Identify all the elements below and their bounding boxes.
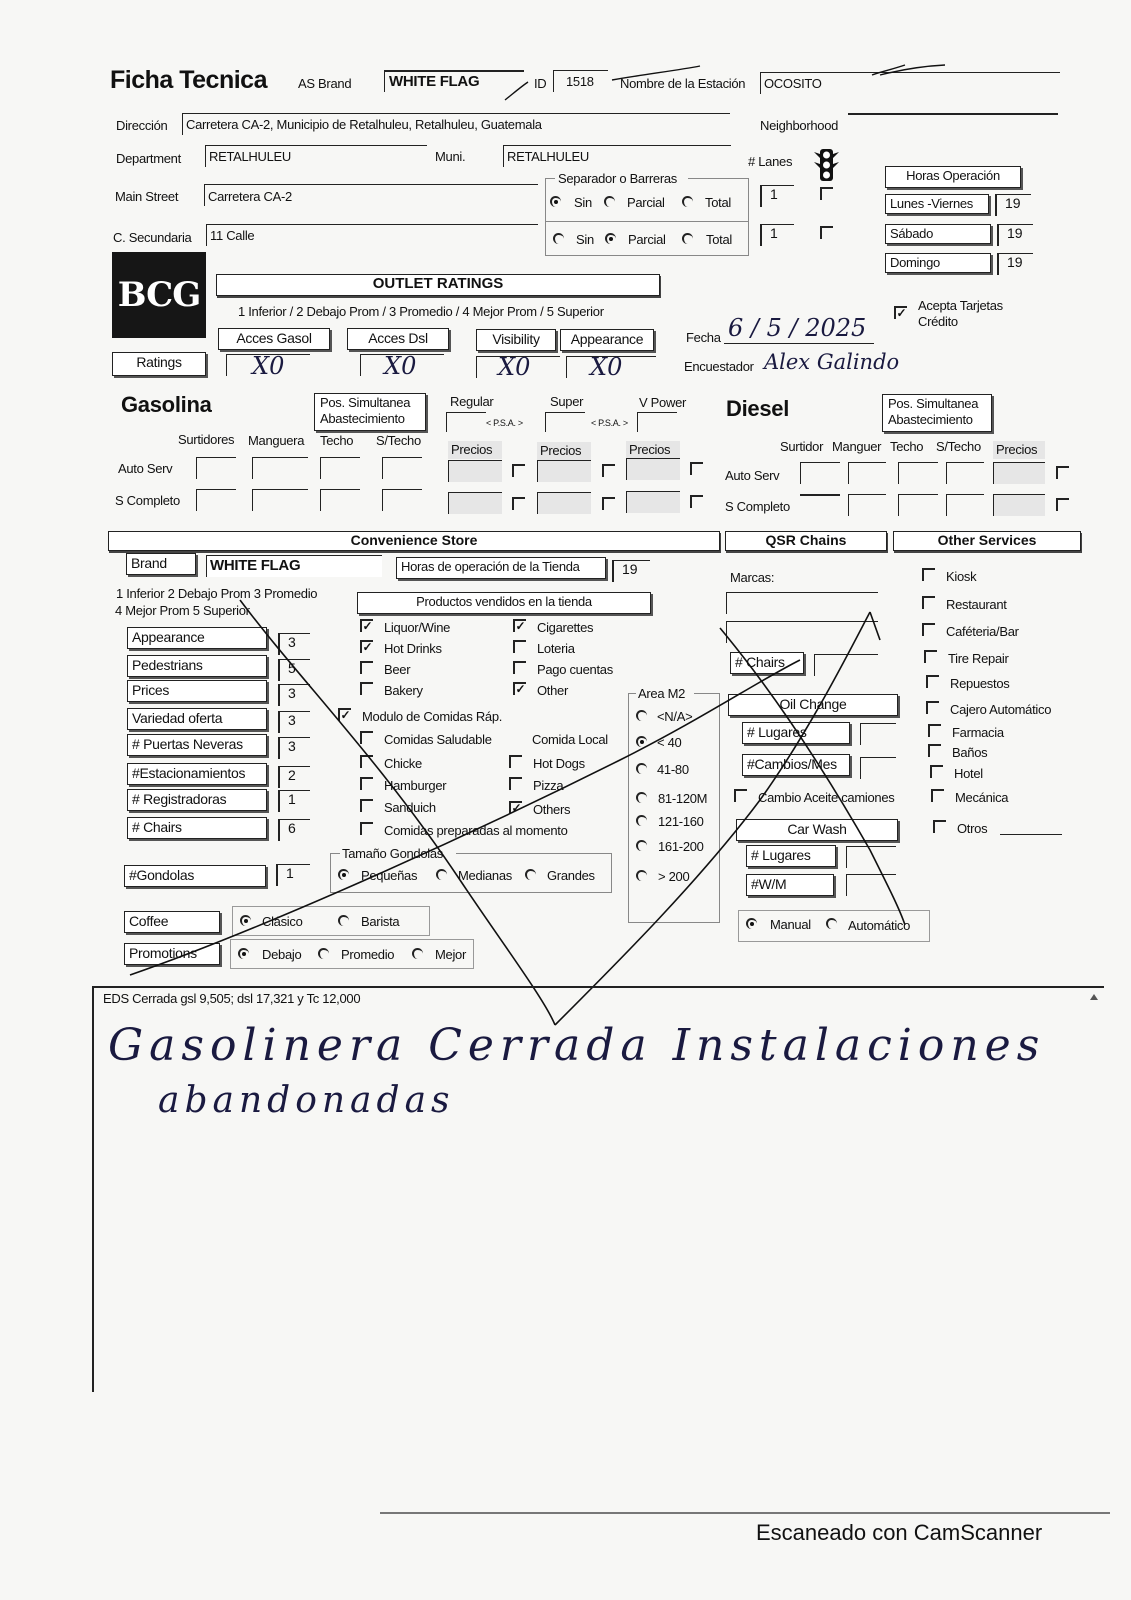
area-41-80-label: 41-80 — [657, 762, 689, 777]
notes-handwritten-2: abandonadas — [158, 1080, 455, 1121]
gondola-medianas-label: Medianas — [458, 868, 512, 883]
metric-prices-label: Prices — [127, 680, 267, 702]
rating-acces-dsl[interactable]: X0 — [384, 352, 417, 380]
service-hotel-label: Hotel — [954, 766, 983, 781]
metric-variedad-label: Variedad oferta — [127, 708, 267, 730]
gasolina-pos-line1: Pos. Simultanea — [320, 395, 411, 410]
gondola-pequenas-label: Pequeñas — [361, 868, 418, 883]
food-others-label: Others — [533, 802, 571, 817]
dsl-row-scompleto: S Completo — [725, 499, 790, 514]
service-cajero-label: Cajero Automático — [950, 702, 1052, 717]
dsl-col-techo: Techo — [890, 439, 924, 454]
product-other-label: Other — [537, 683, 569, 698]
encuestador-value[interactable]: Alex Galindo — [764, 350, 900, 374]
id-label: ID — [534, 76, 547, 91]
separator-label: Separador o Barreras — [558, 171, 678, 186]
dsl-col-stecho: S/Techo — [936, 439, 981, 454]
food-module-label: Modulo de Comidas Ráp. — [362, 709, 503, 724]
wash-auto-label: Automático — [848, 918, 911, 933]
gas-col-surtidores: Surtidores — [178, 432, 235, 447]
gondolas-value[interactable]: 1 — [276, 864, 310, 886]
hours-day-sunday: Domingo — [885, 253, 991, 273]
coffee-barista-label: Barista — [361, 914, 400, 929]
hours-value-saturday[interactable]: 19 — [997, 224, 1033, 246]
secondary-label: C. Secundaria — [113, 230, 192, 245]
sep-main-total-label: Total — [705, 195, 731, 210]
sep-sec-sin-label: Sin — [576, 232, 594, 247]
metric-pedestrians-value[interactable]: 5 — [278, 659, 310, 681]
product-liquor-checkbox[interactable]: ✓ — [360, 619, 373, 632]
neighborhood-label: Neighborhood — [760, 118, 839, 133]
precio-regular-label: Precios — [448, 441, 502, 459]
service-farmacia-label: Farmacia — [952, 725, 1004, 740]
lanes-main-value[interactable]: 1 — [760, 185, 794, 207]
comida-local-label: Comida Local — [532, 732, 608, 747]
product-cigarettes-checkbox[interactable]: ✓ — [513, 619, 526, 632]
promo-mejor-label: Mejor — [435, 947, 467, 962]
food-chicke-label: Chicke — [384, 756, 422, 771]
product-other-checkbox[interactable]: ✓ — [513, 682, 526, 695]
hours-day-weekdays: Lunes -Viernes — [885, 194, 989, 214]
scroll-up-icon[interactable] — [1090, 994, 1098, 1000]
rating-appearance[interactable]: X0 — [590, 353, 623, 381]
notes-handwritten-1: Gasolinera Cerrada Instalaciones — [108, 1020, 1046, 1071]
product-pagocuentas-label: Pago cuentas — [537, 662, 613, 677]
gas-col-manguera: Manguera — [248, 433, 305, 448]
hours-title: Horas Operación — [885, 166, 1021, 188]
coffee-clasico-label: Clásico — [262, 914, 303, 929]
service-otros-label: Otros — [957, 821, 988, 836]
diesel-pos-line2: Abastecimiento — [888, 412, 973, 427]
accept-cards-line2: Crédito — [918, 314, 958, 329]
fecha-value[interactable]: 6 / 5 / 2025 — [728, 314, 867, 342]
station-value[interactable]: OCOSITO — [764, 76, 822, 91]
rating-visibility[interactable]: X0 — [498, 353, 531, 381]
area-label: Area M2 — [638, 686, 686, 701]
main-street-value[interactable]: Carretera CA-2 — [208, 189, 292, 204]
gondola-grandes-label: Grandes — [547, 868, 595, 883]
gondola-size-label: Tamaño Gondolas — [342, 846, 444, 861]
service-tire-label: Tire Repair — [948, 651, 1009, 666]
area-161-200-label: 161-200 — [658, 839, 704, 854]
dsl-col-manguer: Manguer — [832, 439, 882, 454]
diesel-pos-line1: Pos. Simultanea — [888, 396, 979, 411]
cambio-camiones-label: Cambio Aceite camiones — [758, 790, 895, 805]
sep-sec-parcial-label: Parcial — [628, 232, 666, 247]
accept-cards-checkbox[interactable]: ✓ — [894, 306, 907, 319]
precio-super-label: Precios — [537, 442, 591, 460]
gasolina-title: Gasolina — [121, 392, 212, 417]
sep-main-sin-label: Sin — [574, 195, 592, 210]
promo-promedio-label: Promedio — [341, 947, 395, 962]
address-label: Dirección — [116, 118, 168, 133]
store-scale-2: 4 Mejor Prom 5 Superior — [115, 603, 250, 618]
metric-chairs-value[interactable]: 6 — [278, 819, 310, 841]
cat-appearance: Appearance — [560, 329, 654, 351]
food-module-checkbox[interactable]: ✓ — [338, 708, 351, 721]
food-others-checkbox[interactable]: ✓ — [509, 801, 522, 814]
encuestador-label: Encuestador — [684, 359, 754, 374]
hours-value-weekdays[interactable]: 19 — [995, 194, 1031, 216]
hours-day-saturday: Sábado — [885, 224, 991, 244]
rating-acces-gasol[interactable]: X0 — [252, 352, 285, 380]
product-hotdrinks-checkbox[interactable]: ✓ — [360, 640, 373, 653]
gasolina-pos-line2: Abastecimiento — [320, 411, 405, 426]
promotions-label: Promotions — [124, 943, 220, 965]
sep-main-parcial-label: Parcial — [627, 195, 665, 210]
service-kiosk-label: Kiosk — [946, 569, 977, 584]
store-brand-label: Brand — [126, 553, 196, 575]
gas-row-autoserv: Auto Serv — [118, 461, 173, 476]
metric-estacionamientos-value[interactable]: 2 — [278, 766, 310, 788]
metric-registradoras-label: # Registradoras — [127, 789, 267, 811]
products-title: Productos vendidos en la tienda — [357, 592, 651, 614]
fecha-label: Fecha — [686, 330, 721, 345]
lanes-secondary-value[interactable]: 1 — [760, 224, 794, 246]
sep-sec-total-label: Total — [706, 232, 732, 247]
qsr-chairs-label: # Chairs — [730, 652, 804, 674]
fuel-regular: Regular — [450, 394, 494, 409]
metric-variedad-value[interactable]: 3 — [278, 711, 310, 733]
convenience-store-title: Convenience Store — [108, 531, 720, 551]
main-street-label: Main Street — [115, 189, 179, 204]
metric-puertas-label: # Puertas Neveras — [127, 734, 267, 756]
precio-vpower-label: Precios — [626, 441, 680, 459]
product-cigarettes-label: Cigarettes — [537, 620, 594, 635]
service-banos-label: Baños — [952, 745, 988, 760]
oil-lugares-label: # Lugares — [742, 722, 850, 744]
comidas-saludable-label: Comidas Saludable — [384, 732, 492, 747]
metric-appearance-value[interactable]: 3 — [278, 633, 310, 655]
service-repuestos-label: Repuestos — [950, 676, 1010, 691]
metric-appearance-label: Appearance — [127, 627, 267, 649]
psa-2: < P.S.A. > — [591, 418, 628, 428]
camscanner-footer: Escaneado con CamScanner — [756, 1520, 1043, 1545]
food-hamburger-label: Hamburger — [384, 778, 447, 793]
product-beer-label: Beer — [384, 662, 411, 677]
food-hotdogs-label: Hot Dogs — [533, 756, 585, 771]
store-brand-value[interactable]: WHITE FLAG — [206, 555, 382, 577]
id-value[interactable]: 1518 — [566, 74, 594, 89]
service-cafeteria-label: Caféteria/Bar — [946, 624, 1019, 639]
area-lt40-label: < 40 — [657, 735, 682, 750]
brand-label: AS Brand — [298, 76, 352, 91]
qsr-chains-title: QSR Chains — [725, 531, 887, 551]
address-value[interactable]: Carretera CA-2, Municipio de Retalhuleu, Retalhuleu, Guatemala — [186, 117, 542, 132]
metric-puertas-value[interactable]: 3 — [278, 737, 310, 759]
food-pizza-label: Pizza — [533, 778, 564, 793]
area-na-label: <N/A> — [657, 709, 693, 724]
area-81-120-label: 81-120M — [658, 791, 708, 806]
car-wash-title: Car Wash — [736, 819, 898, 841]
gondolas-label: #Gondolas — [124, 865, 266, 887]
prepared-label: Comidas preparadas al momento — [384, 823, 568, 838]
gas-row-scompleto: S Completo — [115, 493, 180, 508]
promo-debajo-label: Debajo — [262, 947, 302, 962]
car-wash-wm-label: #W/M — [746, 874, 834, 896]
metric-chairs-label: # Chairs — [127, 817, 267, 839]
food-sanduich-label: Sanduich — [384, 800, 436, 815]
oil-cambios-label: #Cambios/Mes — [742, 754, 850, 776]
product-hotdrinks-label: Hot Drinks — [384, 641, 442, 656]
ratings-label: Ratings — [112, 352, 206, 376]
store-scale-1: 1 Inferior 2 Debajo Prom 3 Promedio — [116, 586, 318, 601]
metric-pedestrians-label: Pedestrians — [127, 655, 267, 677]
store-hours-value[interactable]: 19 — [612, 560, 650, 582]
dsl-row-autoserv: Auto Serv — [725, 468, 780, 483]
cat-acces-dsl: Acces Dsl — [347, 328, 449, 350]
hours-value-sunday[interactable]: 19 — [997, 253, 1033, 275]
diesel-title: Diesel — [726, 396, 790, 421]
psa-1: < P.S.A. > — [486, 418, 523, 428]
area-121-160-label: 121-160 — [658, 814, 704, 829]
dsl-col-precios: Precios — [993, 441, 1045, 459]
secondary-value[interactable]: 11 Calle — [210, 228, 255, 243]
product-loteria-label: Loteria — [537, 641, 575, 656]
bcg-logo: BCG — [112, 252, 206, 338]
department-label: Department — [116, 151, 181, 166]
page-title: Ficha Tecnica — [110, 66, 267, 94]
cat-visibility: Visibility — [476, 329, 556, 351]
qsr-marcas-label: Marcas: — [730, 570, 775, 585]
brand-value[interactable]: WHITE FLAG — [389, 73, 480, 90]
cat-acces-gasol: Acces Gasol — [218, 328, 330, 350]
other-services-title: Other Services — [893, 531, 1081, 551]
metric-estacionamientos-label: #Estacionamientos — [127, 763, 267, 785]
gas-col-techo: Techo — [320, 433, 354, 448]
muni-label: Muni. — [435, 149, 466, 164]
service-mecanica-label: Mecánica — [955, 790, 1009, 805]
dsl-col-surtidor: Surtidor — [780, 439, 824, 454]
notes-typed: EDS Cerrada gsl 9,505; dsl 17,321 y Tc 12,000 — [103, 991, 361, 1006]
metric-registradoras-value[interactable]: 1 — [278, 790, 310, 812]
store-hours-label: Horas de operación de la Tienda — [396, 557, 606, 579]
fuel-super: Super — [550, 394, 584, 409]
gas-col-stecho: S/Techo — [376, 433, 421, 448]
department-value[interactable]: RETALHULEU — [209, 149, 292, 164]
lanes-label: # Lanes — [748, 154, 793, 169]
service-restaurant-label: Restaurant — [946, 597, 1007, 612]
fuel-vpower: V Power — [639, 395, 687, 410]
muni-value[interactable]: RETALHULEU — [507, 149, 590, 164]
product-bakery-label: Bakery — [384, 683, 423, 698]
accept-cards-line1: Acepta Tarjetas — [918, 298, 1003, 313]
car-wash-lugares-label: # Lugares — [746, 845, 836, 867]
area-gt200-label: > 200 — [658, 869, 690, 884]
oil-change-title: Oil Change — [728, 694, 898, 716]
ratings-scale: 1 Inferior / 2 Debajo Prom / 3 Promedio / 4 Mejor Prom / 5 Superior — [238, 304, 604, 319]
station-label: Nombre de la Estación — [620, 76, 746, 91]
product-liquor-label: Liquor/Wine — [384, 620, 451, 635]
coffee-label: Coffee — [124, 911, 220, 933]
outlet-ratings-title: OUTLET RATINGS — [216, 274, 660, 296]
wash-manual-label: Manual — [770, 917, 811, 932]
metric-prices-value[interactable]: 3 — [278, 684, 310, 706]
